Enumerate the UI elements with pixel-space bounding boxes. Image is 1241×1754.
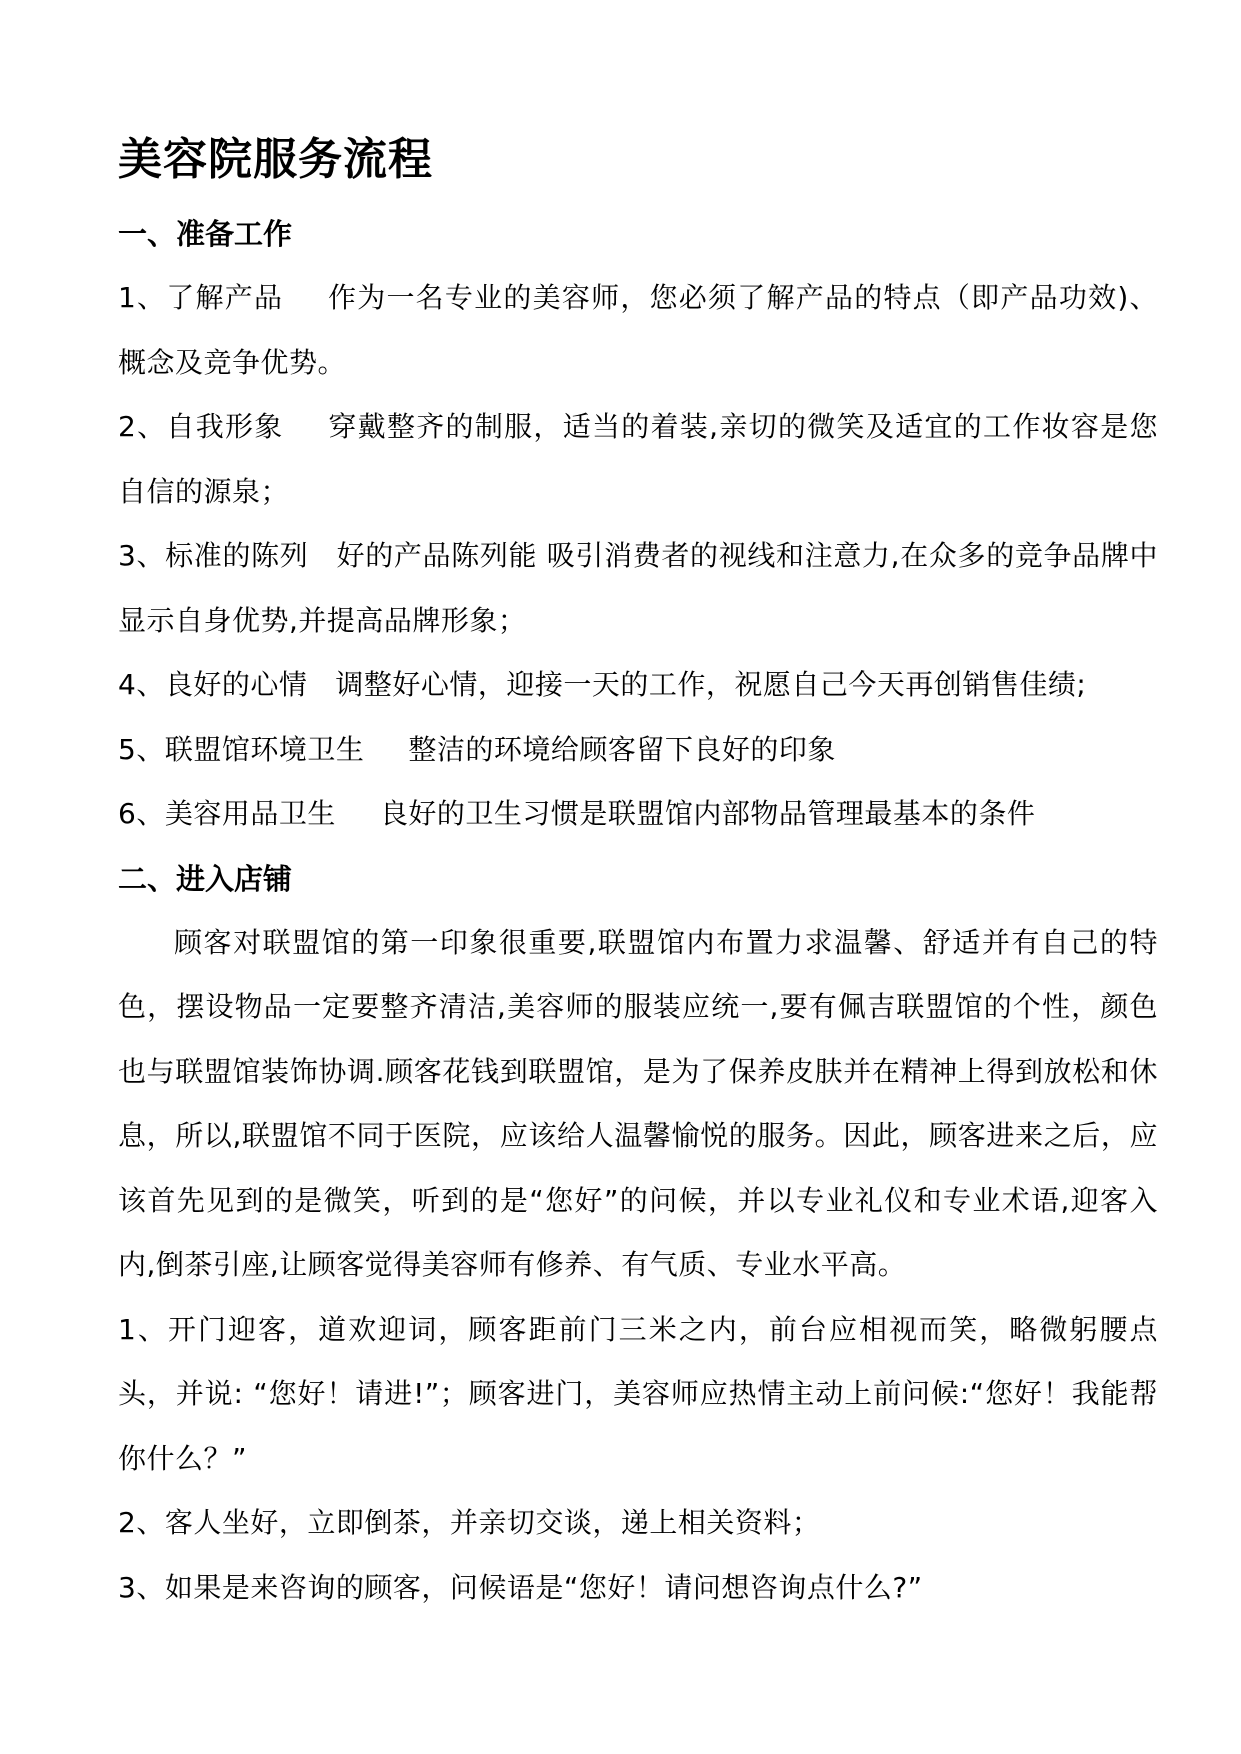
item-label: 4、良好的心情 [118,668,308,701]
list-item [118,524,1158,653]
list-item [118,395,1158,524]
item-text: 作为一名专业的美容师，您必须了解产品的特点（即产品功效)、概念及竞争优势。 [118,281,1158,379]
section-heading-entering-store: 二、进入店铺 [118,861,293,896]
list-item [118,782,1158,847]
item-label: 3、标准的陈列 [118,539,309,572]
list-item [118,653,1158,718]
document-title: 美容院服务流程 [118,134,433,185]
item-text: 穿戴整齐的制服，适当的着装,亲切的微笑及适宜的工作妆容是您自信的源泉； [118,410,1158,508]
section-intro-paragraph: 顾客对联盟馆的第一印象很重要,联盟馆内布置力求温馨、舒适并有自己的特色，摆设物品一定要整齐清洁,美容师的服装应统一,要有佩吉联盟馆的个性，颜色也与联盟馆装饰协调.顾客花钱到联盟馆，是为了保养皮肤并在精神上得到放松和休息，所以,联盟馆不同于医院，应该给人温馨愉悦的服务。因此，顾客进来之后，应该首先见到的是微笑，听到的是“您好”的问候，并以专业礼仪和专业术语,迎客入内,倒茶引座,让顾客觉得美容师有修养、有气质、专业水平高。 [118,925,1158,1281]
item-text: 整洁的环境给顾客留下良好的印象 [408,732,836,766]
list-item: 3、如果是来咨询的顾客，问候语是“您好！请问想咨询点什么?” [118,1570,923,1604]
item-label: 5、联盟馆环境卫生 [118,732,365,766]
list-item [118,718,1158,783]
list-item: 1、开门迎客，道欢迎词，顾客距前门三米之内，前台应相视而笑，略微躬腰点头，并说: “您好！请进!”；顾客进门，美容师应热情主动上前问候:“您好！我能帮你什么？” [118,1312,1158,1475]
item-label: 2、自我形象 [118,410,284,443]
item-text: 良好的卫生习惯是联盟馆内部物品管理最基本的条件 [379,797,1036,830]
list-item: 2、客人坐好，立即倒茶，并亲切交谈，递上相关资料； [118,1506,821,1539]
document-page [118,118,1158,1620]
list-item [118,266,1158,395]
item-text: 调整好心情，迎接一天的工作，祝愿自己今天再创销售佳绩; [335,668,1087,701]
section-heading-preparation: 一、准备工作 [118,217,293,251]
item-label: 1、了解产品 [118,281,284,314]
item-text: 好的产品陈列能 吸引消费者的视线和注意力,在众多的竞争品牌中显示自身优势,并提高品牌形象； [118,539,1158,637]
item-label: 6、美容用品卫生 [118,797,336,830]
